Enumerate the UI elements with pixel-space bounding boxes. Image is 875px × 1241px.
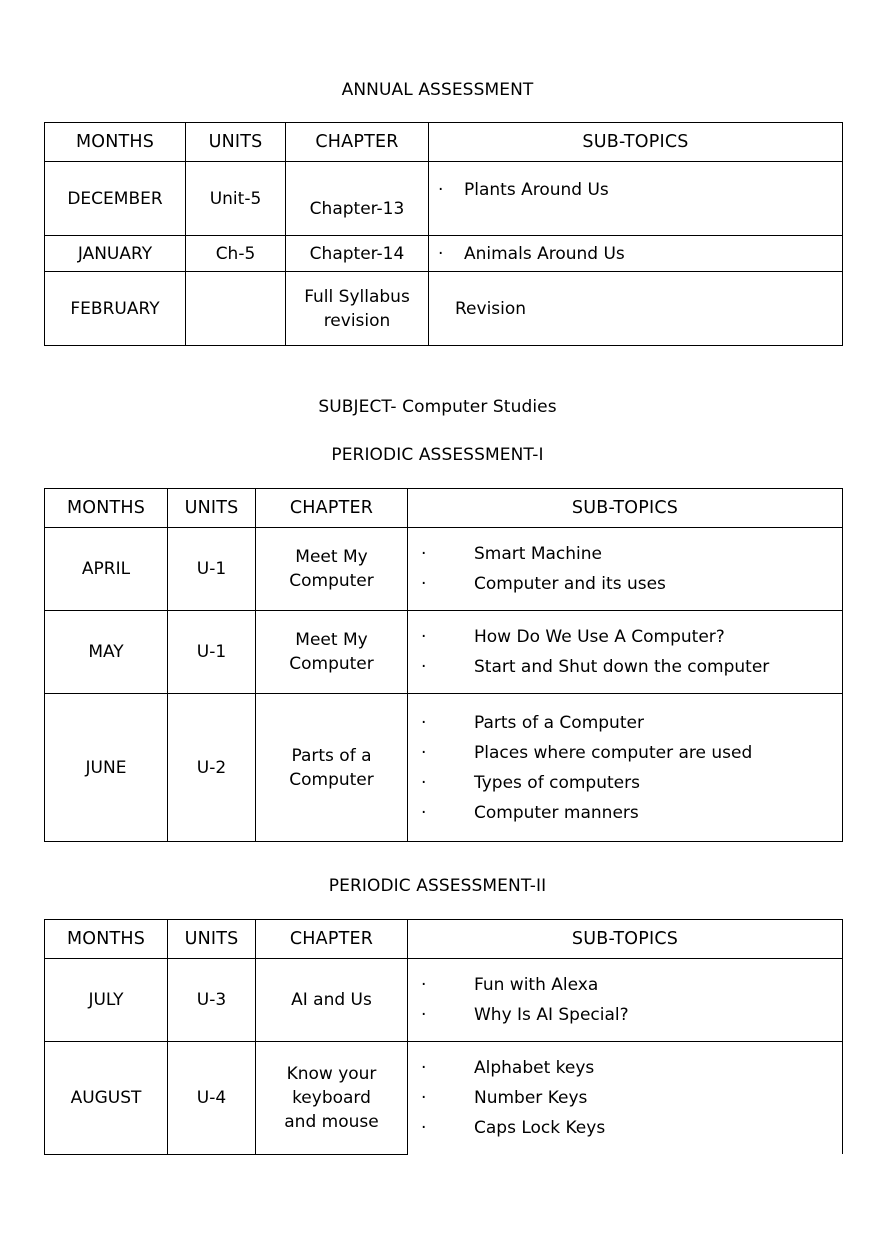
column-header-months: MONTHS [45, 123, 186, 162]
list-item [429, 180, 842, 200]
cell-month: JANUARY [45, 236, 186, 272]
list-item [408, 975, 842, 995]
subtopic-text: Places where computer are used [474, 742, 753, 763]
cell-unit: U-2 [168, 694, 256, 842]
list-item [429, 244, 842, 264]
subtopic-text: Parts of a Computer [474, 712, 644, 733]
list-item [408, 743, 842, 763]
column-header-subtopics: SUB-TOPICS [429, 123, 843, 162]
bullet-icon: · [421, 742, 427, 763]
cell-chapter: Chapter-14 [286, 236, 429, 272]
bullet-icon: · [421, 712, 427, 733]
cell-chapter: AI and Us [256, 959, 408, 1042]
chapter-line: and mouse [284, 1111, 379, 1132]
cell-unit: U-4 [168, 1042, 256, 1155]
subtopic-text: How Do We Use A Computer? [474, 627, 725, 647]
cell-subtopics [429, 162, 843, 236]
column-header-chapter: CHAPTER [256, 489, 408, 528]
periodic-assessment-1-title: PERIODIC ASSESSMENT-I [331, 445, 544, 465]
cell-chapter [256, 528, 408, 611]
cell-chapter [286, 272, 429, 346]
list-item [408, 803, 842, 823]
bullet-icon: · [421, 627, 427, 647]
chapter-line: keyboard [292, 1087, 371, 1108]
bullet-icon: · [421, 975, 427, 995]
bullet-icon: · [421, 1005, 427, 1025]
table-row [45, 694, 843, 842]
cell-subtopics [429, 272, 843, 346]
subtopic-list [429, 244, 842, 264]
list-item [408, 773, 842, 793]
cell-month: DECEMBER [45, 162, 186, 236]
list-item [408, 1088, 842, 1108]
bullet-icon: · [421, 802, 427, 823]
subtopic-text: Smart Machine [474, 544, 602, 564]
bullet-icon: · [438, 180, 444, 200]
column-header-units: UNITS [168, 489, 256, 528]
column-header-chapter: CHAPTER [256, 920, 408, 959]
table-row [45, 959, 843, 1042]
table-row [45, 611, 843, 694]
bullet-icon: · [421, 574, 427, 594]
chapter-line: Know your [286, 1063, 377, 1084]
subtopic-text: Types of computers [474, 772, 640, 793]
column-header-chapter: CHAPTER [286, 123, 429, 162]
column-header-months: MONTHS [45, 920, 168, 959]
column-header-units: UNITS [186, 123, 286, 162]
periodic-assessment-2-title: PERIODIC ASSESSMENT-II [328, 876, 547, 896]
cell-unit: Unit-5 [186, 162, 286, 236]
table-header-row [45, 123, 843, 162]
list-item [408, 574, 842, 594]
chapter-line: Meet My [295, 547, 368, 567]
column-header-subtopics: SUB-TOPICS [408, 920, 843, 959]
cell-subtopics [408, 611, 843, 694]
column-header-months: MONTHS [45, 489, 168, 528]
subtopic-text: Alphabet keys [474, 1058, 595, 1078]
subtopic-text: Computer and its uses [474, 574, 666, 594]
annual-assessment-table [44, 122, 843, 346]
bullet-icon: · [421, 544, 427, 564]
subtopic-list [408, 713, 842, 823]
chapter-line: Full Syllabus [304, 286, 410, 307]
chapter-line: Computer [289, 769, 374, 790]
subtopic-text: Caps Lock Keys [474, 1118, 606, 1138]
table-row [45, 162, 843, 236]
subtopic-text: Number Keys [474, 1088, 588, 1108]
table-row [45, 236, 843, 272]
table-row [45, 1042, 843, 1155]
cell-subtopics [408, 528, 843, 611]
list-item [408, 544, 842, 564]
subtopic-text: Computer manners [474, 802, 639, 823]
cell-month: JULY [45, 959, 168, 1042]
subtopic-text: Fun with Alexa [474, 975, 599, 995]
cell-month: AUGUST [45, 1042, 168, 1155]
annual-assessment-title: ANNUAL ASSESSMENT [341, 80, 534, 100]
table-row [45, 528, 843, 611]
cell-month: JUNE [45, 694, 168, 842]
subtopic-text: Revision [455, 298, 527, 319]
bullet-icon: · [421, 657, 427, 677]
cell-chapter [256, 611, 408, 694]
cell-chapter [256, 1042, 408, 1155]
cell-subtopics [408, 959, 843, 1042]
list-item [408, 1005, 842, 1025]
cell-subtopics [408, 694, 843, 842]
cell-subtopics [429, 236, 843, 272]
cell-chapter: Chapter-13 [286, 162, 429, 236]
table-header-row [45, 920, 843, 959]
chapter-line: revision [323, 310, 391, 331]
cell-month: MAY [45, 611, 168, 694]
subject-heading: SUBJECT- Computer Studies [318, 397, 557, 417]
subtopic-list [429, 180, 842, 200]
cell-unit: Ch-5 [186, 236, 286, 272]
subtopic-text: Start and Shut down the computer [474, 657, 770, 677]
cell-unit: U-1 [168, 611, 256, 694]
column-header-subtopics: SUB-TOPICS [408, 489, 843, 528]
subtopic-text: Why Is AI Special? [474, 1005, 629, 1025]
chapter-line: Computer [289, 654, 374, 674]
subtopic-list [408, 544, 842, 594]
list-item [408, 1058, 842, 1078]
bullet-icon: · [421, 1088, 427, 1108]
subtopic-list [408, 975, 842, 1025]
cell-month: APRIL [45, 528, 168, 611]
periodic-assessment-1-table [44, 488, 843, 842]
chapter-line: Parts of a [291, 745, 372, 766]
list-item [408, 657, 842, 677]
periodic-assessment-2-table [44, 919, 843, 1155]
cell-month: FEBRUARY [45, 272, 186, 346]
bullet-icon: · [438, 243, 444, 264]
column-header-units: UNITS [168, 920, 256, 959]
chapter-line: Meet My [295, 630, 368, 650]
subtopic-list [408, 1058, 842, 1138]
cell-unit: U-1 [168, 528, 256, 611]
table-header-row [45, 489, 843, 528]
bullet-icon: · [421, 1118, 427, 1138]
cell-subtopics [408, 1042, 843, 1155]
subtopic-text: Plants Around Us [464, 180, 609, 200]
cell-chapter [256, 694, 408, 842]
bullet-icon: · [421, 772, 427, 793]
bullet-icon: · [421, 1058, 427, 1078]
table-row [45, 272, 843, 346]
list-item [408, 1118, 842, 1138]
chapter-line: Computer [289, 571, 374, 591]
list-item [408, 713, 842, 733]
cell-unit [186, 272, 286, 346]
list-item [408, 627, 842, 647]
cell-unit: U-3 [168, 959, 256, 1042]
subtopic-text: Animals Around Us [464, 243, 625, 264]
subtopic-list [408, 627, 842, 677]
